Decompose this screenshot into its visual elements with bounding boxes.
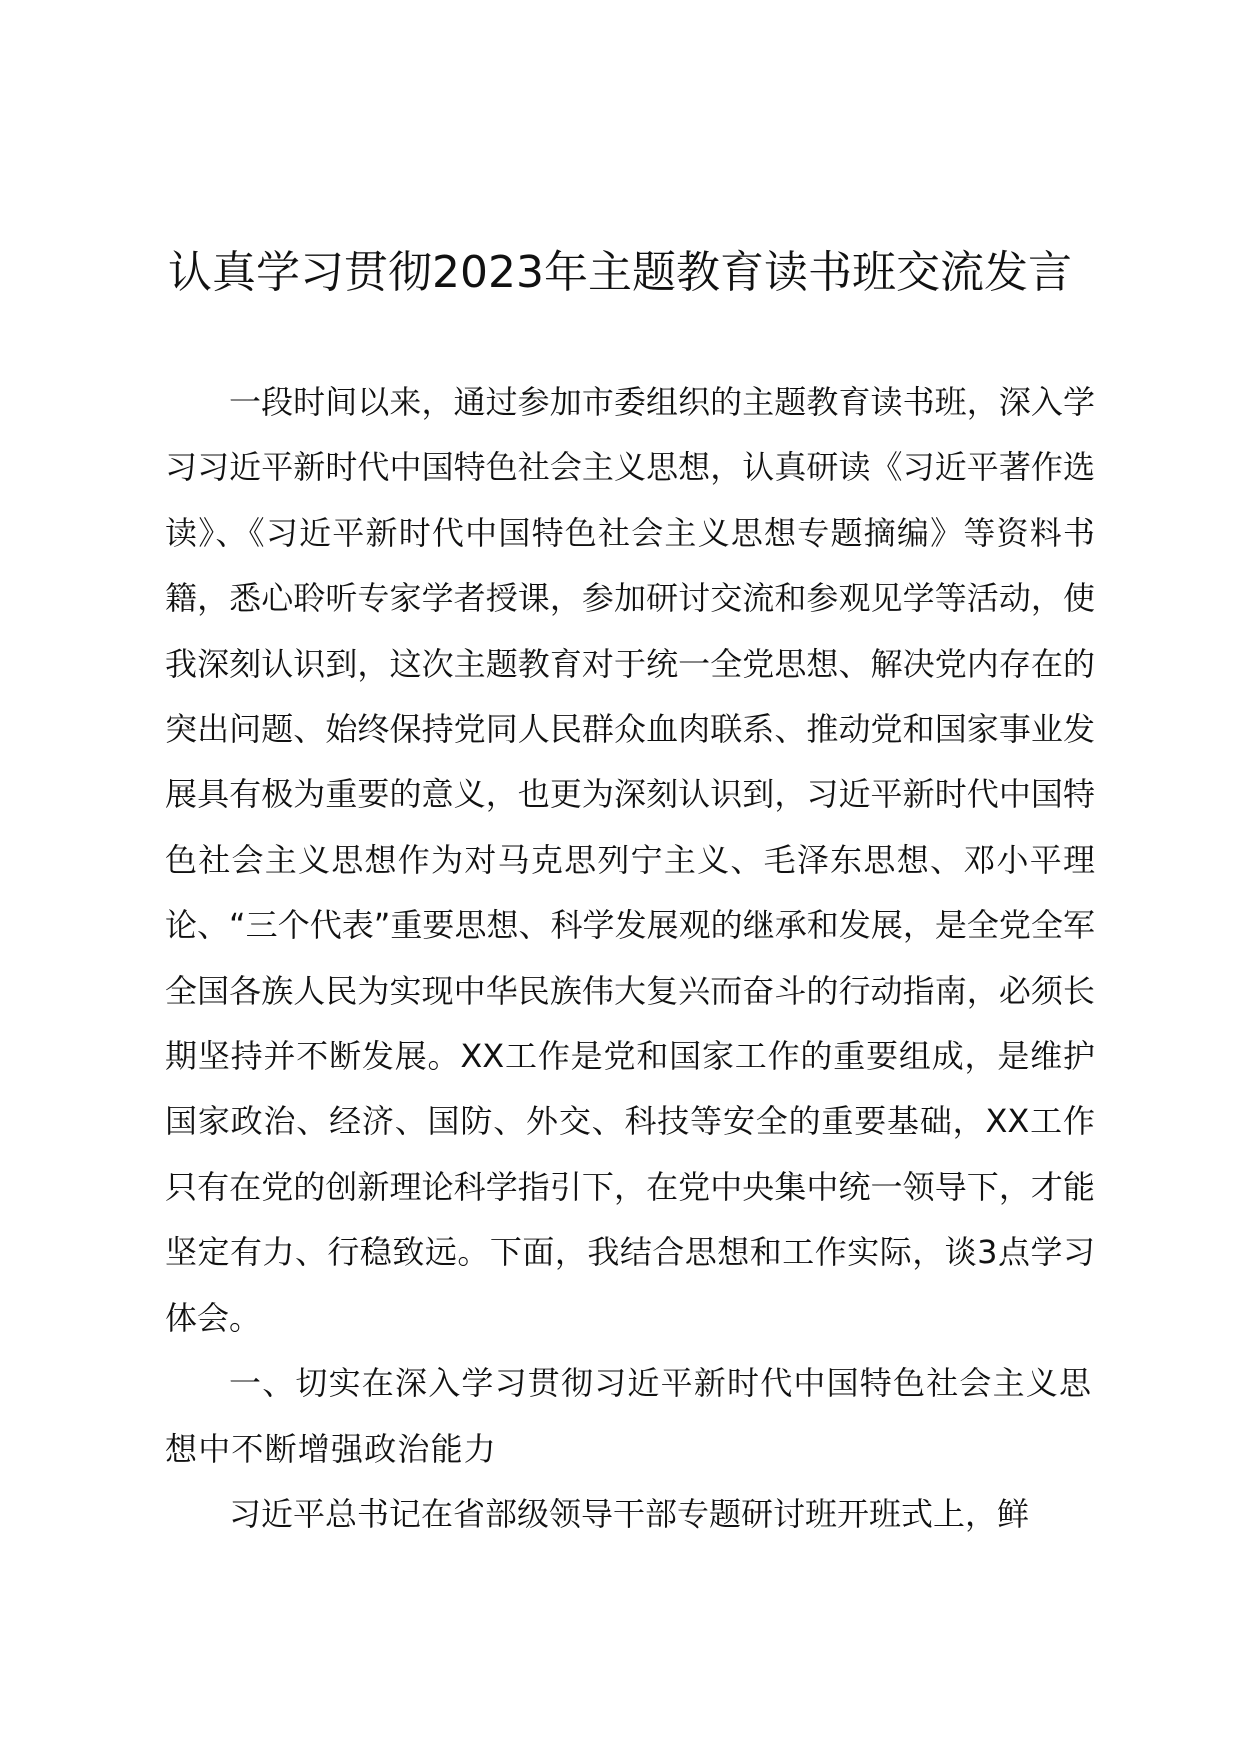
document-title: 认真学习贯彻2023年主题教育读书班交流发言 bbox=[168, 247, 1072, 298]
section-paragraph-1: 习近平总书记在省部级领导干部专题研讨班开班式上，鲜 bbox=[229, 1494, 1030, 1533]
document-body bbox=[165, 370, 1095, 1547]
section-heading-1: 一、切实在深入学习贯彻习近平新时代中国特色社会主义思想中不断增强政治能力 bbox=[165, 1364, 1093, 1468]
intro-paragraph: 一段时间以来，通过参加市委组织的主题教育读书班，深入学习习近平新时代中国特色社会主义思想，认真研读《习近平著作选读》、《习近平新时代中国特色社会主义思想专题摘编》等资料书籍，悉心聆听专家学者授课，参加研讨交流和参观见学等活动，使我深刻认识到，这次主题教育对于统一全党思想、解决党内存在的突出问题、始终保持党同人民群众血肉联系、推动党和国家事业发展具有极为重要的意义，也更为深刻认识到，习近平新时代中国特色社会主义思想作为对马克思列宁主义、毛泽东思想、邓小平理论、“三个代表”重要思想、科学发展观的继承和发展，是全党全军全国各族人民为实现中华民族伟大复兴而奋斗的行动指南，必须长期坚持并不断发展。XX工作是党和国家工作的重要组成，是维护国家政治、经济、国防、外交、科技等安全的重要基础，XX工作只有在党的创新理论科学指引下，在党中央集中统一领导下，才能坚定有力、行稳致远。下面，我结合思想和工作实际，谈3点学习体会。 bbox=[165, 383, 1095, 1337]
